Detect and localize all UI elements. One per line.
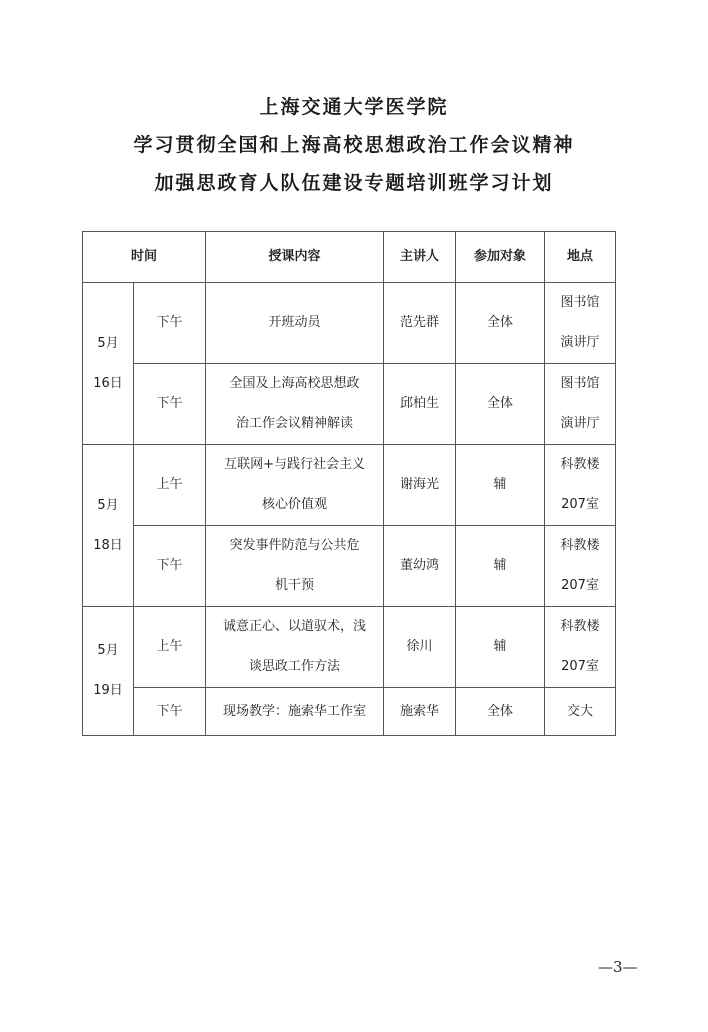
table-row [83,364,616,445]
audience-cell: 辅 [456,526,545,607]
table-row [83,283,616,364]
speaker-cell: 董幼鸿 [384,526,456,607]
location-cell [545,283,616,364]
content-line: 治工作会议精神解读 [236,416,354,431]
location-line: 演讲厅 [560,335,600,350]
header-audience: 参加对象 [456,232,545,283]
speaker-cell: 谢海光 [384,445,456,526]
content-line: 谈思政工作方法 [249,659,341,674]
audience-cell: 全体 [456,688,545,736]
content-cell [206,607,384,688]
audience-cell: 全体 [456,283,545,364]
location-line: 图书馆 [560,376,600,391]
date-day: 19日 [93,683,123,698]
date-month: 5月 [97,643,119,658]
date-day: 16日 [93,375,123,391]
header-content: 授课内容 [206,232,384,283]
header-speaker: 主讲人 [384,232,456,283]
content-line: 诚意正心、以道驭术，浅 [223,619,367,634]
header-location: 地点 [545,232,616,283]
location-cell [545,445,616,526]
content-line: 突发事件防范与公共危 [229,538,360,553]
content-line: 核心价值观 [262,497,328,512]
date-day: 18日 [93,537,123,553]
location-line: 科教楼 [560,457,600,472]
date-month: 5月 [97,335,119,351]
schedule-table [82,231,616,736]
table-row [83,526,616,607]
location-line: 科教楼 [560,619,600,634]
location-line: 207室 [561,578,599,593]
period-cell: 下午 [134,688,206,736]
speaker-cell: 徐川 [384,607,456,688]
table-row [83,445,616,526]
date-month: 5月 [97,497,119,513]
audience-cell: 辅 [456,445,545,526]
content-line: 开班动员 [268,315,321,330]
location-line: 207室 [561,659,599,674]
location-cell [545,526,616,607]
date-cell [83,607,134,736]
content-line: 现场教学：施索华工作室 [223,703,367,719]
location-line: 科教楼 [560,538,600,553]
speaker-cell: 施索华 [384,688,456,736]
location-line: 图书馆 [560,295,600,310]
period-cell: 下午 [134,364,206,445]
table-row [83,607,616,688]
location-line: 交大 [567,703,594,719]
speaker-cell: 范先群 [384,283,456,364]
location-line: 演讲厅 [560,416,600,431]
content-line: 机干预 [275,578,315,593]
speaker-cell: 邱柏生 [384,364,456,445]
table-header-row [83,232,616,283]
title-line-2: 学习贯彻全国和上海高校思想政治工作会议精神 [133,134,575,156]
location-cell [545,364,616,445]
content-line: 互联网+与践行社会主义 [224,457,365,472]
period-cell: 下午 [134,526,206,607]
audience-cell: 全体 [456,364,545,445]
page-number: —3— [598,958,638,976]
content-cell [206,445,384,526]
table-row [83,688,616,736]
document-title [0,88,708,202]
audience-cell: 辅 [456,607,545,688]
location-cell [545,688,616,736]
location-line: 207室 [561,497,599,512]
content-cell [206,526,384,607]
period-cell: 下午 [134,283,206,364]
date-cell [83,283,134,445]
period-cell: 上午 [134,607,206,688]
period-cell: 上午 [134,445,206,526]
content-cell [206,688,384,736]
content-line: 全国及上海高校思想政 [229,376,360,391]
location-cell [545,607,616,688]
date-cell [83,445,134,607]
title-line-3: 加强思政育人队伍建设专题培训班学习计划 [154,172,554,194]
content-cell [206,364,384,445]
content-cell [206,283,384,364]
title-line-1: 上海交通大学医学院 [259,96,449,118]
header-time: 时间 [83,232,206,283]
